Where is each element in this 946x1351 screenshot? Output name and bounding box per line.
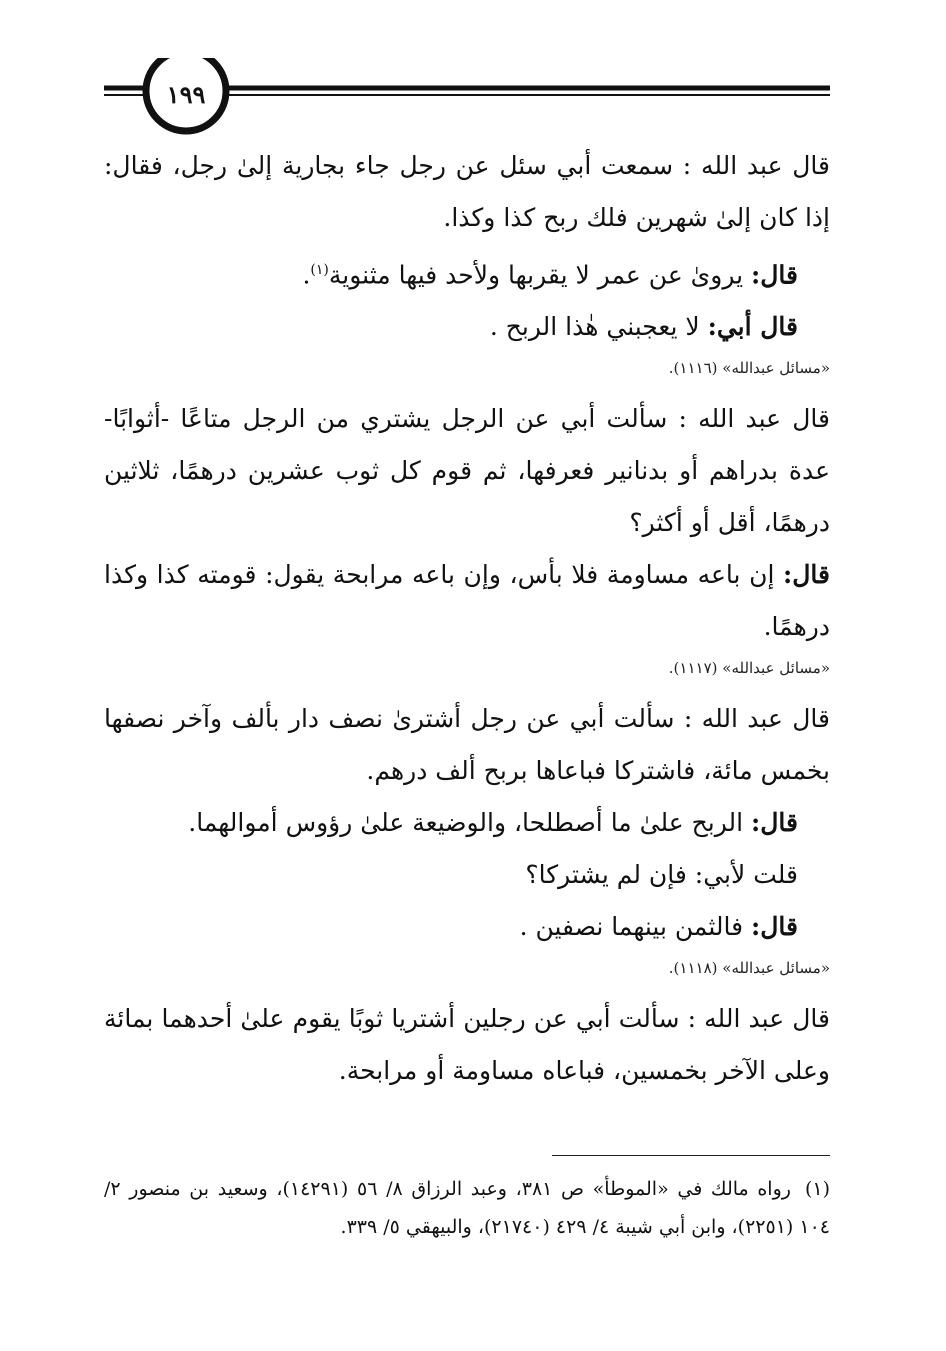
footnote-text: رواه مالك في «الموطأ» ص ٣٨١، وعبد الرزاق ٨/ ٥٦ (١٤٢٩١)، وسعيد بن منصور ٢/ ١٠٤ (٢٢٥١)، وابن أبي شيبة ٤/ ٤٢٩ (٢١٧٤٠)، والبيهقي ٥/ ٣٣٩.: [104, 1178, 830, 1238]
source-citation: «مسائل عبدالله» (١١١٧).: [668, 659, 830, 678]
paragraph: [104, 393, 830, 549]
paragraph-text: قلت لأبي: فإن لم يشتركا؟: [525, 860, 798, 890]
page-header: [104, 58, 830, 142]
paragraph-text: قال عبد الله : سألت أبي عن رجل أشترىٰ نصف دار بألف وآخر نصفها بخمس مائة، فاشتركا فباعاها بربح ألف درهم.: [104, 704, 830, 786]
paragraph-text: لا يعجبني هٰذا الربح .: [489, 312, 708, 342]
paragraph-text: فالثمن بينهما نصفين .: [519, 912, 752, 942]
source-citation: «مسائل عبدالله» (١١١٨).: [668, 959, 830, 978]
paragraph: [104, 140, 830, 244]
footnotes: [104, 1170, 830, 1246]
page-body: [104, 140, 830, 1097]
footnote-ref[interactable]: (١): [310, 262, 329, 278]
paragraph-text: قال عبد الله : سألت أبي عن رجلين أشتريا ثوبًا يقوم علىٰ أحدهما بمائة وعلى الآخر بخمسين، فباعاه مساومة أو مرابحة.: [104, 1004, 830, 1086]
paragraph-text: قال عبد الله : سمعت أبي سئل عن رجل جاء بجارية إلىٰ رجل، فقال: إذا كان إلىٰ شهرين فلك ربح كذا وكذا.: [104, 151, 830, 232]
paragraph: [104, 301, 830, 353]
speaker-label: قال:: [751, 912, 798, 942]
source-citation: «مسائل عبدالله» (١١١٦).: [668, 359, 830, 378]
speaker-label: قال:: [751, 808, 798, 838]
speaker-label: قال أبي:: [707, 312, 798, 342]
paragraph: [104, 693, 830, 797]
footnote: [104, 1170, 830, 1246]
paragraph-text: إن باعه مساومة فلا بأس، وإن باعه مرابحة يقول: قومته كذا وكذا درهمًا.: [104, 560, 830, 642]
paragraph-text: يروىٰ عن عمر لا يقربها ولأحد فيها مثنوية: [328, 260, 752, 290]
speaker-label: قال:: [751, 260, 798, 290]
paragraph-text: قال عبد الله : سألت أبي عن الرجل يشتري من الرجل متاعًا -أثوابًا- عدة بدراهم أو بدنانير فعرفها، ثم قوم كل ثوب عشرين درهمًا، ثلاثين درهمًا، أقل أو أكثر؟: [104, 404, 830, 538]
footnote-number: (١): [804, 1178, 830, 1200]
page-number: ١٩٩: [166, 79, 206, 109]
paragraph-tail: .: [302, 260, 311, 290]
speaker-label: قال:: [783, 560, 830, 590]
paragraph: [104, 993, 830, 1097]
paragraph-text: الربح علىٰ ما أصطلحا، والوضيعة علىٰ رؤوس أموالهما.: [188, 808, 752, 838]
paragraph: [104, 549, 830, 653]
paragraph: [104, 797, 830, 849]
paragraph: [104, 849, 830, 901]
paragraph: [104, 244, 830, 301]
footnote-divider: [552, 1155, 830, 1156]
paragraph: [104, 901, 830, 953]
